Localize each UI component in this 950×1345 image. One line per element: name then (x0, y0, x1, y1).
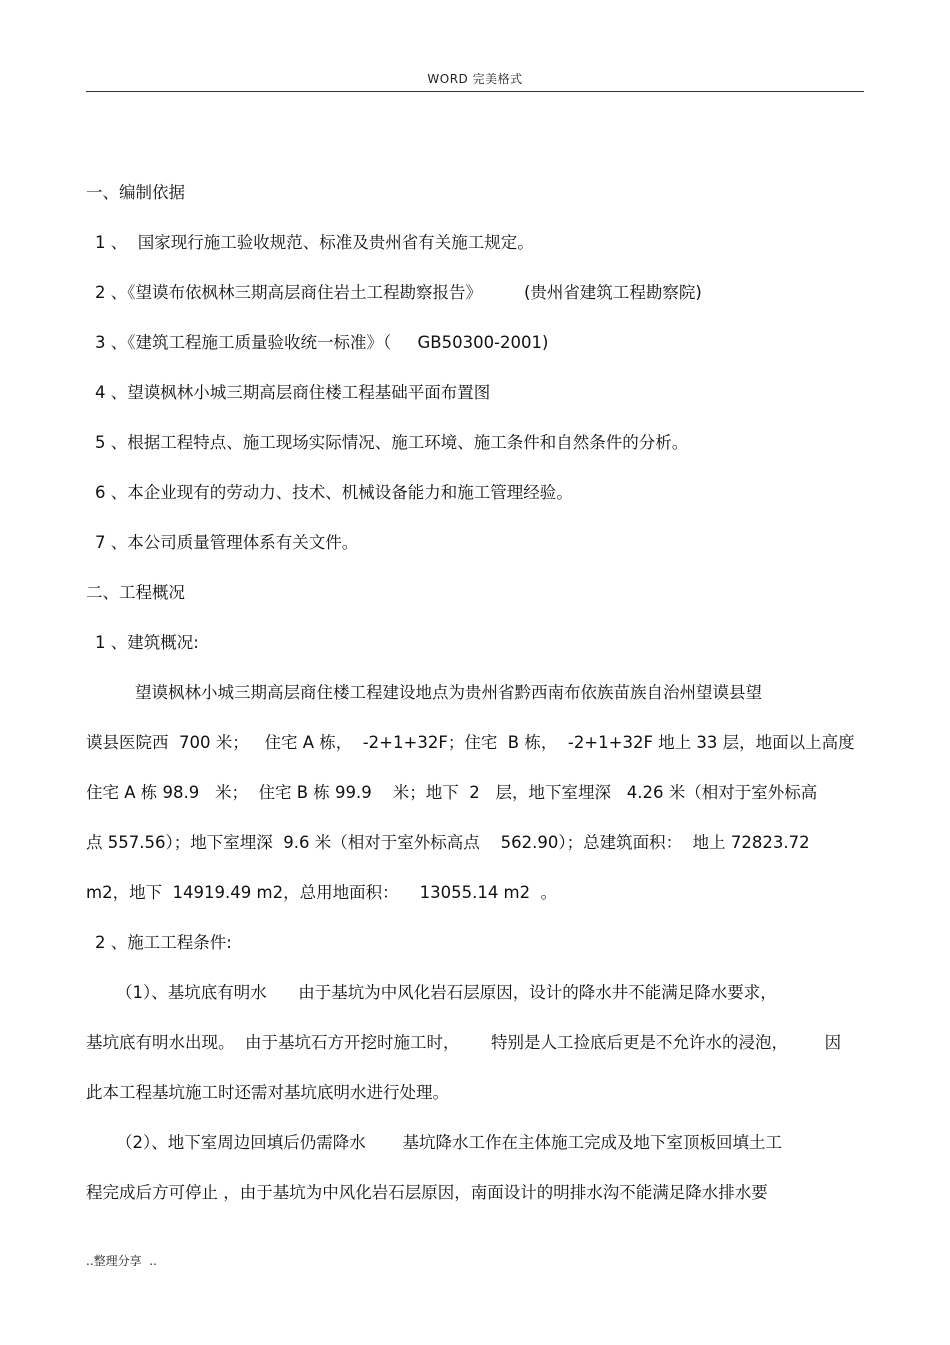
subheading-building-overview: 1 、建筑概况: (95, 633, 199, 652)
basis-item-6: 6 、本企业现有的劳动力、技术、机械设备能力和施工管理经验。 (95, 483, 573, 502)
paragraph-line: （2）、地下室周边回填后仍需降水 基坑降水工作在主体施工完成及地下室顶板回填土工 (116, 1133, 782, 1152)
basis-item-7: 7 、本公司质量管理体系有关文件。 (95, 533, 359, 552)
paragraph-line: 住宅 A 栋 98.9 米； 住宅 B 栋 99.9 米；地下 2 层，地下室埋深 4.26 米（相对于室外标高 (86, 783, 818, 802)
paragraph-line: （1）、基坑底有明水 由于基坑为中风化岩石层原因，设计的降水井不能满足降水要求， (116, 983, 777, 1002)
paragraph-line: 程完成后方可停止 ，由于基坑为中风化岩石层原因，南面设计的明排水沟不能满足降水排水要 (86, 1183, 768, 1202)
basis-item-2: 2 、《望谟布依枫林三期高层商住岩土工程勘察报告》 (贵州省建筑工程勘察院) (95, 283, 702, 302)
basis-item-4: 4 、望谟枫林小城三期高层商住楼工程基础平面布置图 (95, 383, 491, 402)
paragraph-line: 望谟枫林小城三期高层商住楼工程建设地点为贵州省黔西南布依族苗族自治州望谟县望 (135, 683, 762, 702)
paragraph-line: 此本工程基坑施工时还需对基坑底明水进行处理。 (86, 1083, 449, 1102)
paragraph-line: 点 557.56）；地下室埋深 9.6 米（相对于室外标高点 562.90）；总建筑面积： 地上 72823.72 (86, 833, 810, 852)
section-heading-compilation-basis: 一、编制依据 (86, 183, 185, 202)
basis-item-1: 1 、 国家现行施工验收规范、标准及贵州省有关施工规定。 (95, 233, 534, 252)
section-heading-project-overview: 二、工程概况 (86, 583, 185, 602)
header-divider (86, 91, 864, 92)
paragraph-line: 基坑底有明水出现。 由于基坑石方开挖时施工时， 特别是人工捡底后更是不允许水的浸泡， 因 (86, 1033, 842, 1052)
page-footer: ..整理分享 .. (86, 1254, 157, 1268)
paragraph-line: 谟县医院西 700 米； 住宅 A 栋， -2+1+32F；住宅 B 栋， -2+1+32F 地上 33 层，地面以上高度 (86, 733, 855, 752)
basis-item-3: 3 、《建筑工程施工质量验收统一标准》（ GB50300-2001) (95, 333, 549, 352)
basis-item-5: 5 、根据工程特点、施工现场实际情况、施工环境、施工条件和自然条件的分析。 (95, 433, 689, 452)
subheading-construction-conditions: 2 、施工工程条件: (95, 933, 232, 952)
paragraph-line: m2，地下 14919.49 m2，总用地面积： 13055.14 m2 。 (86, 883, 558, 902)
page-header: WORD 完美格式 (427, 72, 523, 86)
